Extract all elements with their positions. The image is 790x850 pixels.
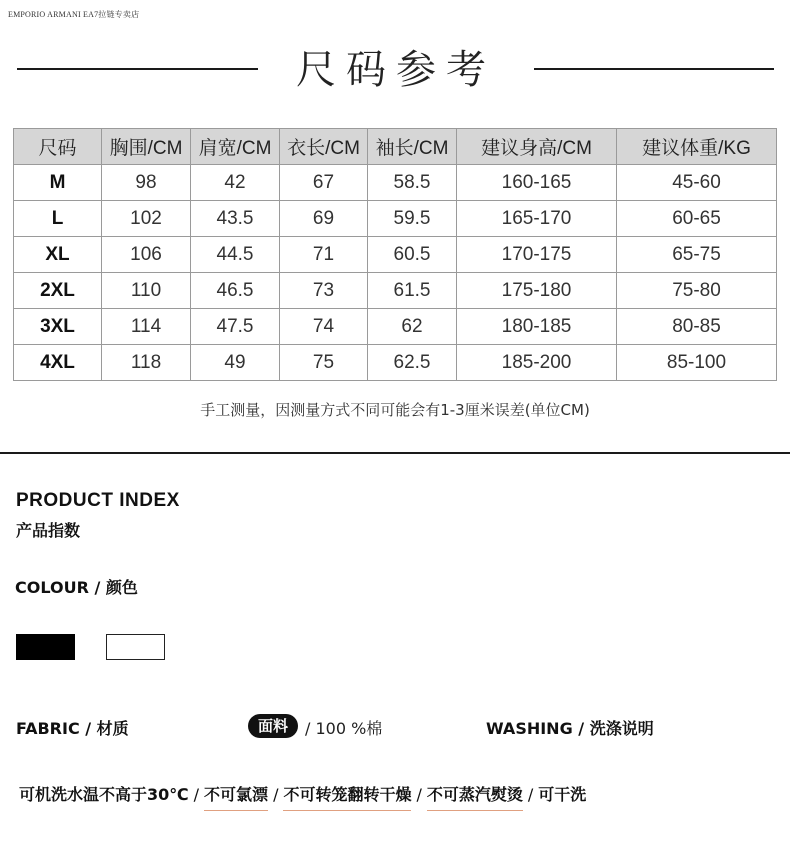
table-cell: 85-100: [617, 345, 777, 381]
table-cell: 42: [191, 165, 280, 201]
column-header: 胸围/CM: [102, 129, 191, 165]
column-header: 衣长/CM: [280, 129, 368, 165]
column-header: 袖长/CM: [368, 129, 457, 165]
care-item: 不可转笼翻转干燥: [283, 782, 411, 805]
table-cell: 47.5: [191, 309, 280, 345]
table-row: [14, 345, 777, 381]
table-cell: 69: [280, 201, 368, 237]
page-title: 尺码参考: [296, 47, 496, 93]
care-item: 可干洗: [538, 785, 587, 804]
table-cell: 67: [280, 165, 368, 201]
table-cell: 74: [280, 309, 368, 345]
washing-label: WASHING / 洗涤说明: [486, 719, 654, 738]
table-cell: 60.5: [368, 237, 457, 273]
table-cell: 118: [102, 345, 191, 381]
table-cell: 60-65: [617, 201, 777, 237]
table-cell: 160-165: [457, 165, 617, 201]
care-separator: /: [193, 785, 200, 804]
care-separator: /: [527, 785, 534, 804]
fabric-badge: 面料: [248, 714, 298, 738]
store-watermark: EMPORIO ARMANI EA7拉链专卖店: [8, 10, 140, 19]
color-swatch-white: [106, 634, 165, 660]
title-rule-left: [17, 68, 258, 70]
care-instructions: [19, 782, 586, 805]
table-cell: 62: [368, 309, 457, 345]
table-cell: 71: [280, 237, 368, 273]
table-cell-size: 4XL: [14, 345, 102, 381]
fabric-value: / 100 %棉: [305, 719, 383, 738]
table-cell: 75-80: [617, 273, 777, 309]
table-cell: 49: [191, 345, 280, 381]
table-row: [14, 201, 777, 237]
column-header: 肩宽/CM: [191, 129, 280, 165]
table-cell: 45-60: [617, 165, 777, 201]
size-table: [13, 128, 777, 381]
column-header: 建议体重/KG: [617, 129, 777, 165]
table-cell: 61.5: [368, 273, 457, 309]
table-cell: 175-180: [457, 273, 617, 309]
table-row: [14, 237, 777, 273]
product-index-subtitle: 产品指数: [16, 521, 81, 540]
table-cell: 65-75: [617, 237, 777, 273]
table-cell-size: XL: [14, 237, 102, 273]
measurement-note: 手工测量，因测量方式不同可能会有1-3厘米误差(单位CM): [200, 401, 590, 419]
table-cell-size: 2XL: [14, 273, 102, 309]
size-table-header-row: [14, 129, 777, 165]
fabric-label: FABRIC / 材质: [16, 719, 129, 738]
care-item: 不可氯漂: [204, 782, 268, 805]
care-separator: /: [273, 785, 279, 804]
table-cell: 59.5: [368, 201, 457, 237]
title-rule-right: [534, 68, 774, 70]
table-cell-size: L: [14, 201, 102, 237]
section-divider: [0, 452, 790, 454]
table-cell: 170-175: [457, 237, 617, 273]
table-row: [14, 165, 777, 201]
table-cell: 106: [102, 237, 191, 273]
table-cell: 110: [102, 273, 191, 309]
care-item: 可机洗水温不高于30℃: [19, 785, 189, 804]
table-cell: 185-200: [457, 345, 617, 381]
table-cell: 62.5: [368, 345, 457, 381]
care-separator: /: [416, 785, 422, 804]
table-cell: 43.5: [191, 201, 280, 237]
care-item: 不可蒸汽熨烫: [427, 782, 523, 805]
table-cell-size: 3XL: [14, 309, 102, 345]
table-cell: 98: [102, 165, 191, 201]
column-header: 建议身高/CM: [457, 129, 617, 165]
product-index-title: PRODUCT INDEX: [16, 490, 180, 511]
table-cell: 180-185: [457, 309, 617, 345]
table-cell: 165-170: [457, 201, 617, 237]
table-cell: 80-85: [617, 309, 777, 345]
table-cell: 102: [102, 201, 191, 237]
table-cell: 58.5: [368, 165, 457, 201]
table-cell: 46.5: [191, 273, 280, 309]
table-row: [14, 309, 777, 345]
color-swatch-black: [16, 634, 75, 660]
colour-label: COLOUR / 颜色: [15, 578, 138, 597]
column-header: 尺码: [14, 129, 102, 165]
table-cell: 75: [280, 345, 368, 381]
table-row: [14, 273, 777, 309]
table-cell: 44.5: [191, 237, 280, 273]
table-cell-size: M: [14, 165, 102, 201]
table-cell: 73: [280, 273, 368, 309]
table-cell: 114: [102, 309, 191, 345]
